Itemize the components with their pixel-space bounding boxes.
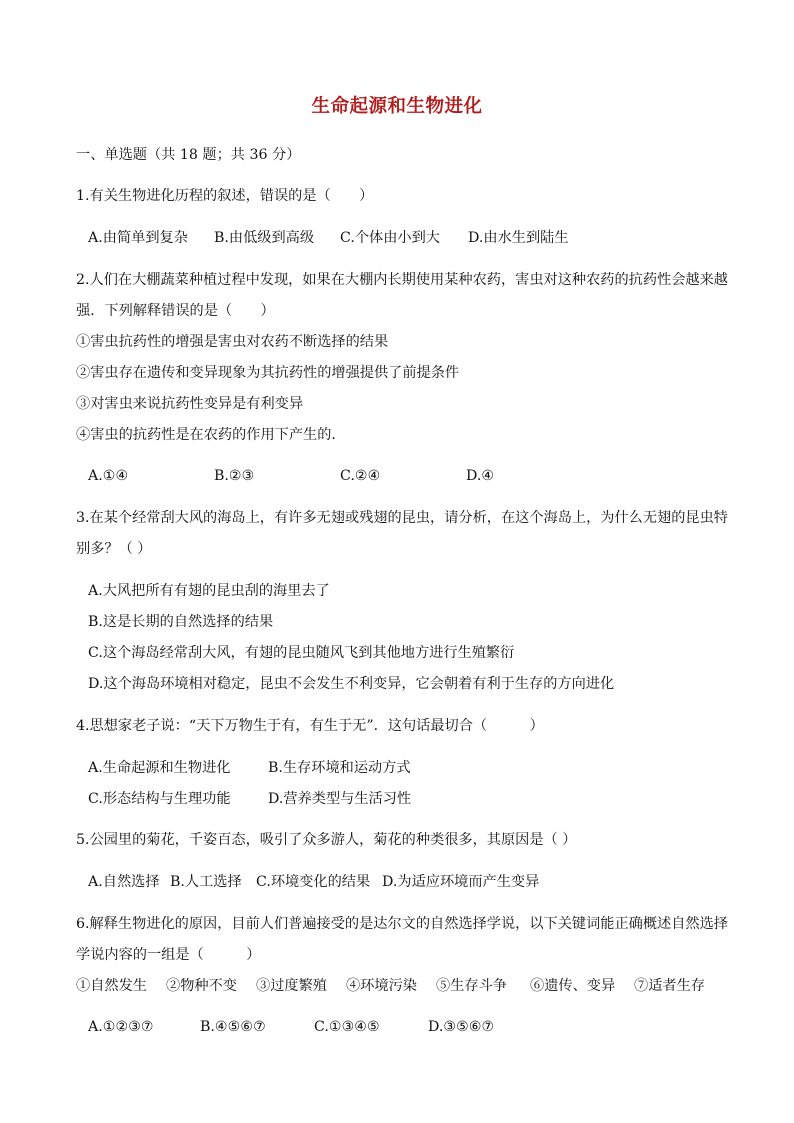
- question-2-stem-line-1: 2.人们在大棚蔬菜种植过程中发现，如果在大棚内长期使用某种农药，害虫对这种农药的抗药性会越来越: [76, 272, 728, 288]
- question-3-stem-line-2: 别多？（ ）: [76, 541, 152, 557]
- option-c: C.形态结构与生理功能: [88, 791, 231, 807]
- option-b: B.④⑤⑥⑦: [200, 1019, 266, 1035]
- question-2-statement-4: ④害虫的抗药性是在农药的作用下产生的．: [76, 427, 346, 443]
- option-d: D.营养类型与生活习性: [268, 791, 412, 807]
- question-2-statement-3: ③对害虫来说抗药性变异是有利变异: [76, 396, 304, 412]
- question-5-options: [88, 873, 708, 891]
- question-3-stem-line-1: 3.在某个经常刮大风的海岛上，有许多无翅或残翅的昆虫，请分析，在这个海岛上，为什么无翅的昆虫特: [76, 510, 728, 526]
- question-6-stem-line-1: 6.解释生物进化的原因，目前人们普遍接受的是达尔文的自然选择学说，以下关键词能正确概述自然选择: [76, 916, 728, 932]
- keyword-4: ④环境污染: [346, 978, 417, 994]
- question-2-statement-2: ②害虫存在遗传和变异现象为其抗药性的增强提供了前提条件: [76, 365, 460, 381]
- option-c: C.①③④⑤: [314, 1019, 380, 1035]
- keyword-5: ⑤生存斗争: [436, 978, 507, 994]
- question-3-option-c: C.这个海岛经常刮大风，有翅的昆虫随风飞到其他地方进行生殖繁衍: [88, 645, 515, 661]
- question-1-options: [88, 229, 708, 247]
- question-5-stem: 5.公园里的菊花，千姿百态，吸引了众多游人，菊花的种类很多，其原因是（ ）: [76, 832, 577, 848]
- question-4-stem: 4.思想家老子说：“天下万物生于有，有生于无”．这句话最切合（ ）: [76, 718, 544, 734]
- keyword-6: ⑥遗传、变异: [530, 978, 616, 994]
- keyword-7: ⑦适者生存: [634, 978, 705, 994]
- question-3-option-b: B.这是长期的自然选择的结果: [88, 614, 274, 630]
- keyword-3: ③过度繁殖: [256, 978, 327, 994]
- option-a: A.①④: [88, 468, 129, 484]
- keyword-1: ①自然发生: [76, 978, 147, 994]
- page-title: 生命起源和生物进化: [311, 96, 483, 117]
- option-b: B.生存环境和运动方式: [268, 760, 411, 776]
- question-6-keywords: [76, 977, 716, 995]
- option-d: D.由水生到陆生: [468, 230, 569, 246]
- option-d: D.④: [466, 468, 495, 484]
- option-d: D.③⑤⑥⑦: [428, 1019, 495, 1035]
- option-d: D.为适应环境而产生变异: [382, 874, 540, 890]
- question-4-options-row-2: [88, 790, 708, 808]
- option-a: A.生命起源和生物进化: [88, 760, 231, 776]
- option-c: C.环境变化的结果: [256, 874, 371, 890]
- question-2-options: [88, 467, 708, 485]
- option-a: A.自然选择: [88, 874, 160, 890]
- option-c: C.②④: [340, 468, 381, 484]
- question-6-options: [88, 1018, 708, 1036]
- option-a: A.由简单到复杂: [88, 230, 188, 246]
- option-a: A.①②③⑦: [88, 1019, 154, 1035]
- question-2-statement-1: ①害虫抗药性的增强是害虫对农药不断选择的结果: [76, 334, 389, 350]
- question-4-options-row-1: [88, 759, 708, 777]
- section-heading: 一、单选题（共 18 题；共 36 分）: [76, 147, 301, 163]
- question-1-stem: 1.有关生物进化历程的叙述，错误的是（ ）: [76, 188, 374, 204]
- question-2-stem-line-2: 强．下列解释错误的是（ ）: [76, 303, 275, 319]
- option-b: B.人工选择: [170, 874, 242, 890]
- question-3-option-d: D.这个海岛环境相对稳定，昆虫不会发生不利变异，它会朝着有利于生存的方向进化: [88, 676, 615, 692]
- option-c: C.个体由小到大: [340, 230, 440, 246]
- keyword-2: ②物种不变: [166, 978, 237, 994]
- question-6-stem-line-2: 学说内容的一组是（ ）: [76, 947, 261, 963]
- option-b: B.由低级到高级: [214, 230, 315, 246]
- option-b: B.②③: [214, 468, 255, 484]
- question-3-option-a: A.大风把所有有翅的昆虫刮的海里去了: [88, 583, 330, 599]
